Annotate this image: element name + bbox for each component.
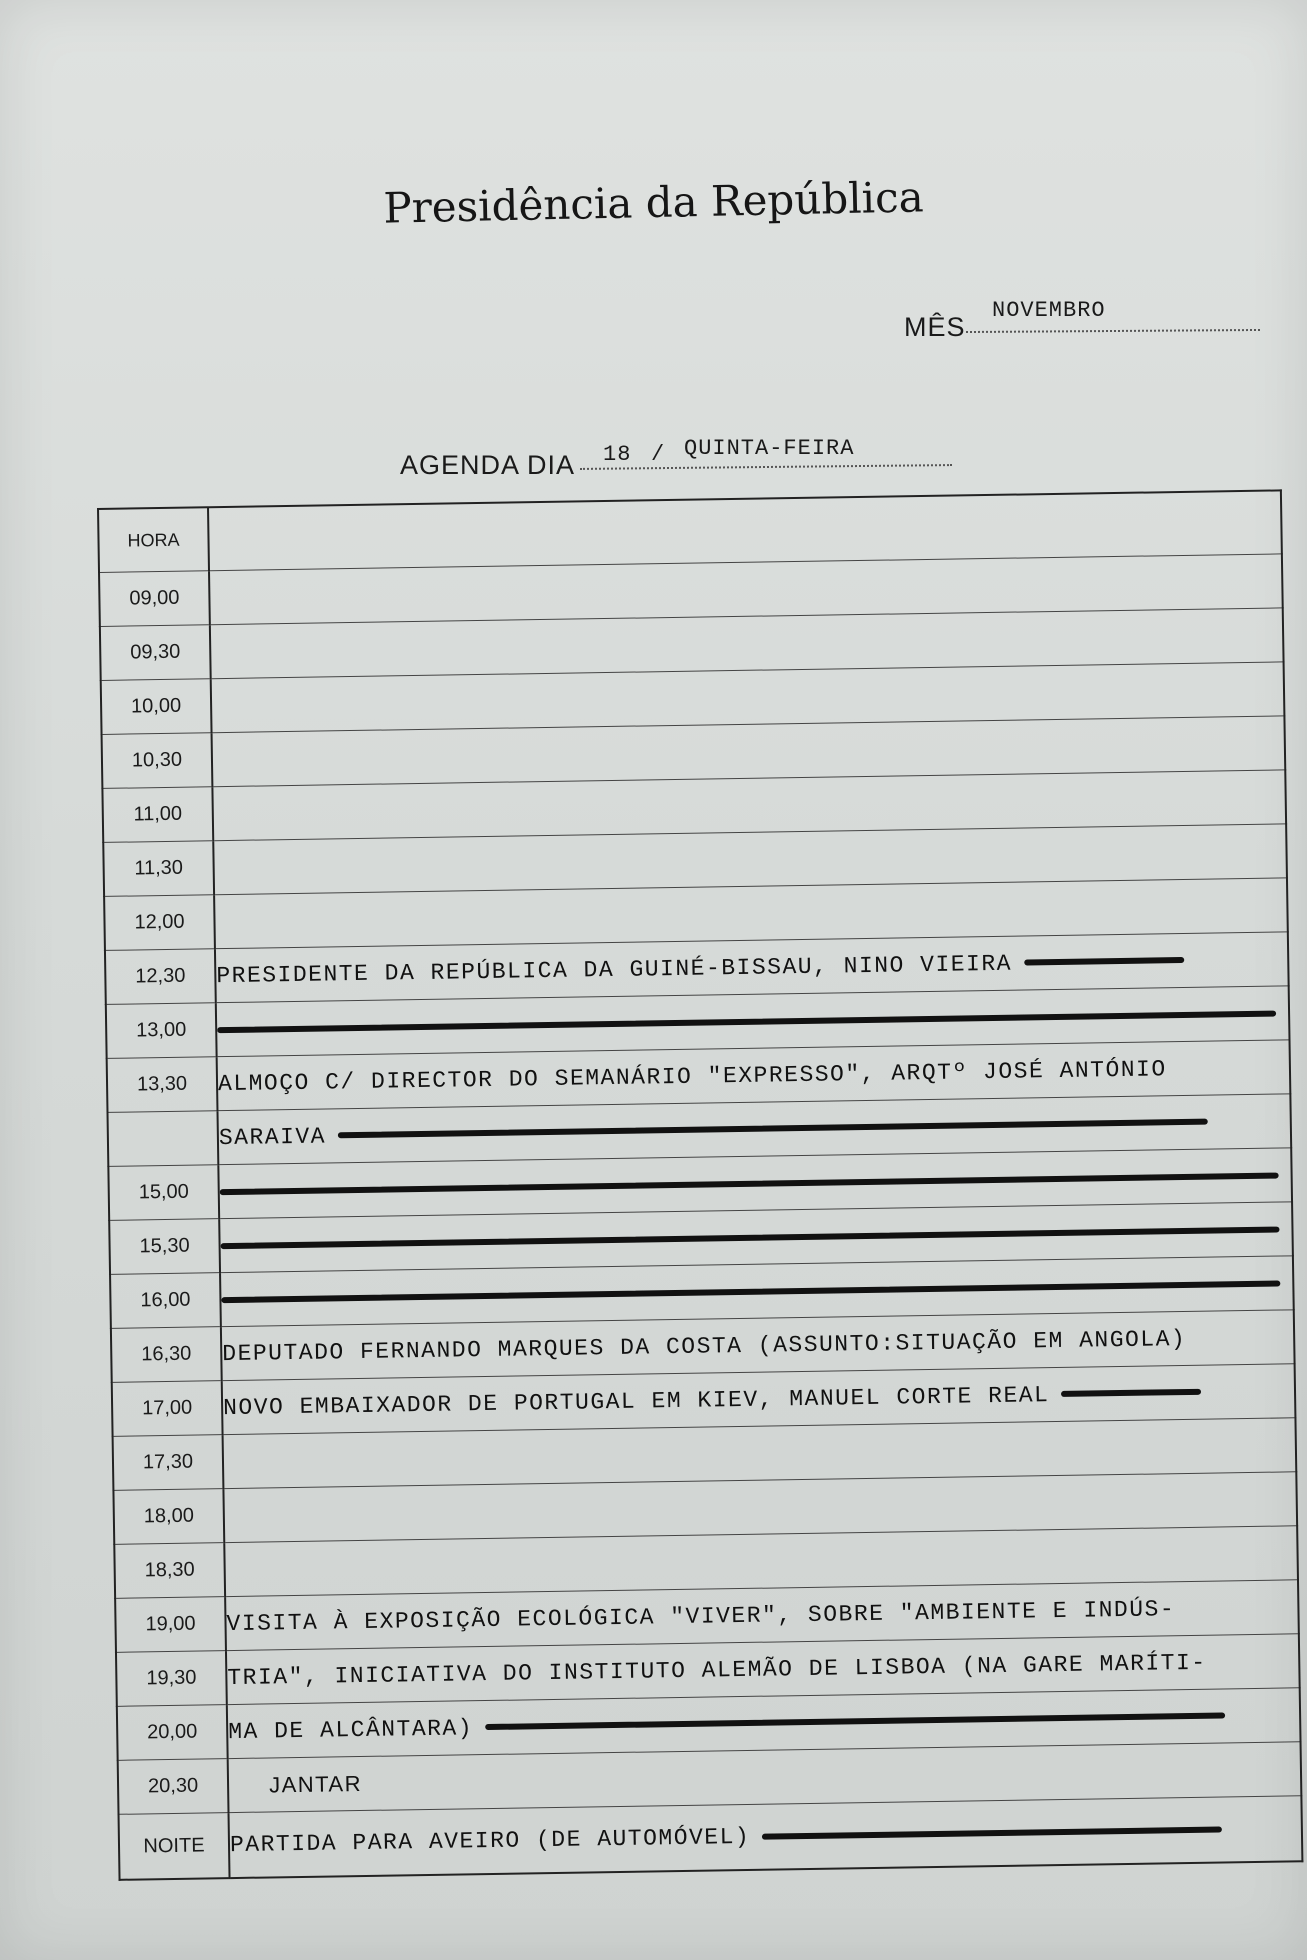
agenda-day-separator: / [651, 442, 666, 467]
agenda-day-label: AGENDA DIA [400, 450, 576, 480]
entry-text: DEPUTADO FERNANDO MARQUES DA COSTA (ASSUNTO:SITUAÇÃO EM ANGOLA) [222, 1325, 1187, 1367]
ink-strike [485, 1713, 1225, 1731]
hora-cell: 11,30 [103, 841, 214, 897]
hora-cell: 17,30 [113, 1435, 224, 1491]
entry-text: SARAIVA [218, 1122, 327, 1151]
hora-cell: 10,30 [102, 733, 213, 789]
hora-header: HORA [98, 507, 209, 572]
ink-strike [338, 1119, 1208, 1139]
entry-text: MA DE ALCÂNTARA) [228, 1714, 474, 1745]
agenda-dotted-line [580, 464, 952, 470]
hora-cell: 17,00 [112, 1381, 223, 1437]
ink-strike [221, 1280, 1280, 1303]
hora-cell: 20,30 [118, 1759, 229, 1815]
hora-cell: 10,00 [101, 679, 212, 735]
hora-cell: 16,00 [110, 1273, 221, 1329]
entry-text: PARTIDA PARA AVEIRO (DE AUTOMÓVEL) [229, 1823, 751, 1859]
hora-cell: 12,00 [104, 895, 215, 951]
entry-text: VISITA À EXPOSIÇÃO ECOLÓGICA "VIVER", SOBRE "AMBIENTE E INDÚS- [226, 1595, 1176, 1637]
hora-cell: NOITE [119, 1813, 230, 1880]
hora-cell [107, 1111, 218, 1167]
page-title: Presidência da República [382, 172, 925, 233]
hora-cell: 12,30 [105, 949, 216, 1005]
hora-cell: 19,30 [116, 1651, 227, 1707]
hora-cell: 18,00 [113, 1489, 224, 1545]
month-value: NOVEMBRO [992, 298, 1106, 323]
entry-text: JANTAR [268, 1770, 363, 1797]
hora-cell: 13,00 [106, 1003, 217, 1059]
ink-strike [217, 1010, 1276, 1033]
hora-cell: 09,00 [99, 571, 210, 627]
ink-strike [1061, 1389, 1201, 1397]
agenda-day-value: 18 [603, 442, 632, 467]
ink-strike [220, 1172, 1279, 1195]
hora-cell: 09,30 [100, 625, 211, 681]
hora-cell: 18,30 [114, 1543, 225, 1599]
entry-text: ALMOÇO C/ DIRECTOR DO SEMANÁRIO "EXPRESSO", ARQTº JOSÉ ANTÓNIO [217, 1055, 1167, 1097]
hora-cell: 13,30 [107, 1057, 218, 1113]
agenda-weekday-value: QUINTA-FEIRA [684, 436, 855, 461]
agenda-table [97, 489, 1304, 1895]
hora-cell: 16,30 [111, 1327, 222, 1383]
entry-text: TRIA", INICIATIVA DO INSTITUTO ALEMÃO DE LISBOA (NA GARE MARÍTI- [227, 1649, 1207, 1691]
ink-strike [1024, 957, 1184, 966]
ink-strike [221, 1226, 1280, 1249]
ink-strike [762, 1826, 1222, 1839]
hora-cell: 15,30 [109, 1219, 220, 1275]
month-dotted-line [966, 329, 1260, 333]
entry-text: NOVO EMBAIXADOR DE PORTUGAL EM KIEV, MANUEL CORTE REAL [222, 1381, 1050, 1421]
hora-cell: 19,00 [115, 1597, 226, 1653]
hora-cell: 15,00 [108, 1165, 219, 1221]
month-label: MÊS [904, 312, 966, 342]
hora-cell: 20,00 [117, 1705, 228, 1761]
hora-cell: 11,00 [102, 787, 213, 843]
entry-text: PRESIDENTE DA REPÚBLICA DA GUINÉ-BISSAU, NINO VIEIRA [216, 950, 1013, 989]
